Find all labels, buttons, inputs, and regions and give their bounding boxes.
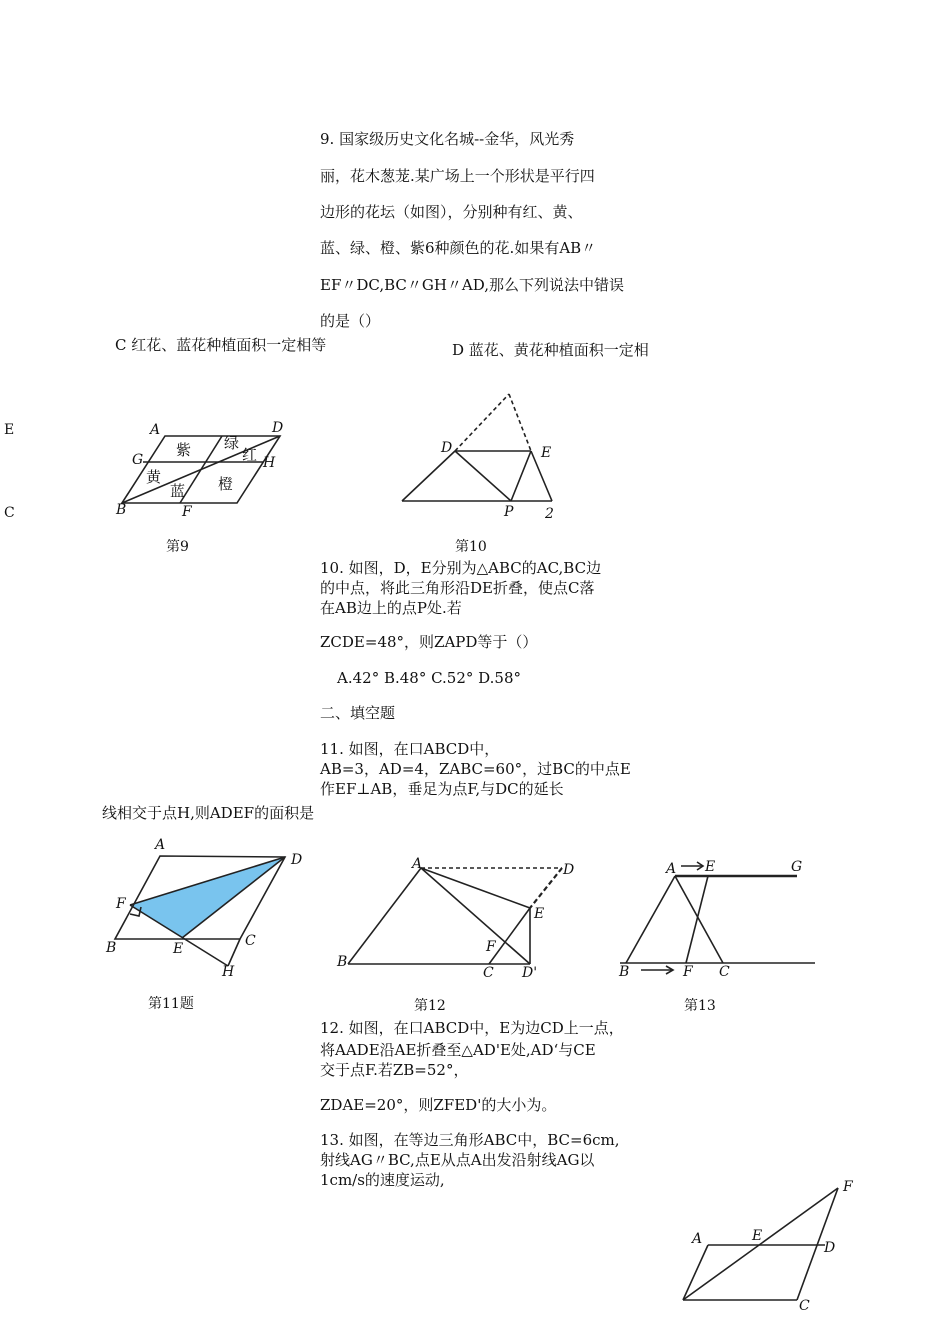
q13-line-1: 13. 如图，在等边三角形ABC中，BC=6cm,	[320, 1131, 620, 1149]
q11-label-a: A	[155, 837, 166, 853]
q9-label-g: G	[132, 452, 144, 468]
q12-label-e: E	[534, 906, 545, 922]
q13-label-c: C	[719, 964, 730, 980]
edge-letter-c: C	[4, 505, 15, 521]
q9-label-f: F	[182, 504, 192, 520]
q12-label-d-prime: D'	[522, 965, 538, 981]
q13-side-ac	[675, 876, 723, 963]
q9-region-green: 绿	[224, 434, 240, 452]
q12-label-c: C	[483, 965, 494, 981]
q14-label-e: E	[752, 1228, 763, 1244]
q9-option-c: C 红花、蓝花种植面积一定相等	[115, 336, 327, 354]
q10-label-b: 2	[545, 506, 554, 522]
q13-caption-clip	[684, 995, 716, 1014]
q10-line-2: 的中点，将此三角形沿DE折叠，使点C落	[320, 579, 595, 597]
q14-label-c: C	[799, 1298, 810, 1314]
q9-region-yellow: 黄	[146, 468, 162, 486]
q9-line-5: EF〃DC,BC〃GH〃AD,那么下列说法中错误	[320, 276, 625, 294]
q13-line-ef	[686, 876, 708, 963]
q10-caption: 第10	[455, 539, 487, 555]
q13-side-ab	[626, 876, 675, 963]
q13-line-2: 射线AG〃BC,点E从点A出发沿射线AG以	[320, 1151, 595, 1169]
q10-condition: ZCDE=48°，则ZAPD等于（）	[320, 633, 538, 651]
q12-caption: 第12	[414, 998, 446, 1014]
q13-line-3: 1cm/s的速度运动,	[320, 1171, 445, 1189]
q11-cut-line: 线相交于点H,则ADEF的面积是	[102, 804, 315, 822]
q12-line-3: 交于点F.若ZB=52°，	[320, 1061, 469, 1079]
q9-label-a: A	[150, 422, 161, 438]
q12-dashed-de	[530, 868, 562, 908]
q14-label-f: F	[843, 1179, 853, 1195]
q11-line-2: AB=3，AD=4，ZABC=60°，过BC的中点E	[320, 760, 631, 778]
q12-caption-clip	[414, 995, 446, 1014]
q12-label-a: A	[412, 856, 423, 872]
q9-region-orange: 橙	[218, 475, 234, 493]
q9-line-2: 丽，花木葱茏.某广场上一个形状是平行四	[320, 167, 595, 185]
q13-label-g: G	[791, 859, 803, 875]
q13-label-a: A	[666, 861, 677, 877]
q11-label-b: B	[106, 940, 117, 956]
section-title: 二、填空题	[320, 704, 396, 722]
q11-caption: 第11题	[148, 996, 194, 1012]
q9-region-purple: 紫	[176, 441, 192, 459]
q10-dashed-dc	[455, 394, 509, 451]
q13-caption: 第13	[684, 998, 716, 1014]
q11-label-e: E	[173, 941, 184, 957]
q11-label-d: D	[291, 852, 303, 868]
q14-line-bf	[683, 1188, 838, 1300]
q13-label-f: F	[683, 964, 693, 980]
q12-label-f: F	[486, 939, 496, 955]
q13-label-e: E	[705, 859, 716, 875]
q12-line-e-c	[489, 908, 530, 964]
q9-line-3: 边形的花坛（如图），分别种有红、黄、	[320, 203, 583, 221]
q12-label-d: D	[563, 862, 575, 878]
q10-label-e: E	[541, 445, 552, 461]
q10-line-dp	[455, 451, 511, 501]
q10-dashed-ce	[509, 394, 531, 451]
q9-label-h: H	[263, 455, 276, 471]
q10-line-1: 10. 如图，D，E分别为△ABC的AC,BC边	[320, 559, 602, 577]
q12-line-2: 将AADE沿AE折叠至△AD'E处,AD‘与CE	[320, 1041, 596, 1059]
q9-caption-clip	[166, 536, 189, 555]
q10-line-3: 在AB边上的点P处.若	[320, 599, 462, 617]
q11-label-c: C	[245, 933, 256, 949]
q14-label-d: D	[824, 1240, 836, 1256]
q12-line-ad-prime	[421, 868, 530, 964]
q11-line-ch	[228, 939, 240, 966]
q12-side-ab	[348, 868, 421, 964]
q12-label-b: B	[337, 954, 348, 970]
q10-caption-clip	[455, 536, 487, 555]
q14-label-a: A	[692, 1231, 703, 1247]
q10-side-ad	[402, 451, 455, 501]
q9-caption: 第9	[166, 539, 189, 555]
q9-region-red: 红	[242, 446, 258, 464]
q10-options: A.42° B.48° C.52° D.58°	[337, 669, 522, 687]
q11-label-h: H	[222, 964, 235, 980]
q10-label-d: D	[441, 440, 453, 456]
q11-label-f: F	[116, 896, 126, 912]
q11-line-1: 11. 如图，在口ABCD中，	[320, 740, 500, 758]
q12-line-ae	[421, 868, 530, 908]
q9-option-d: D 蓝花、黄花种植面积一定相	[452, 341, 649, 359]
q9-region-blue: 蓝	[170, 482, 186, 500]
q12-condition: ZDAE=20°，则ZFED'的大小为。	[320, 1096, 557, 1114]
q9-line-4: 蓝、绿、橙、紫6种颜色的花.如果有AB〃	[320, 239, 597, 257]
q9-label-d: D	[272, 420, 284, 436]
q13-label-b: B	[619, 964, 630, 980]
q9-label-b: B	[116, 502, 127, 518]
q11-line-3: 作EF⊥AB，垂足为点F,与DC的延长	[320, 780, 564, 798]
q9-line-1: 9. 国家级历史文化名城--金华，风光秀	[320, 130, 575, 148]
q10-line-ep	[511, 451, 531, 501]
edge-letter-e: E	[4, 422, 15, 438]
q9-line-6: 的是（）	[320, 312, 381, 330]
q10-label-p: P	[504, 504, 514, 520]
q11-cut-line-clip	[102, 803, 315, 822]
q12-line-1: 12. 如图，在口ABCD中，E为边CD上一点，	[320, 1019, 624, 1037]
